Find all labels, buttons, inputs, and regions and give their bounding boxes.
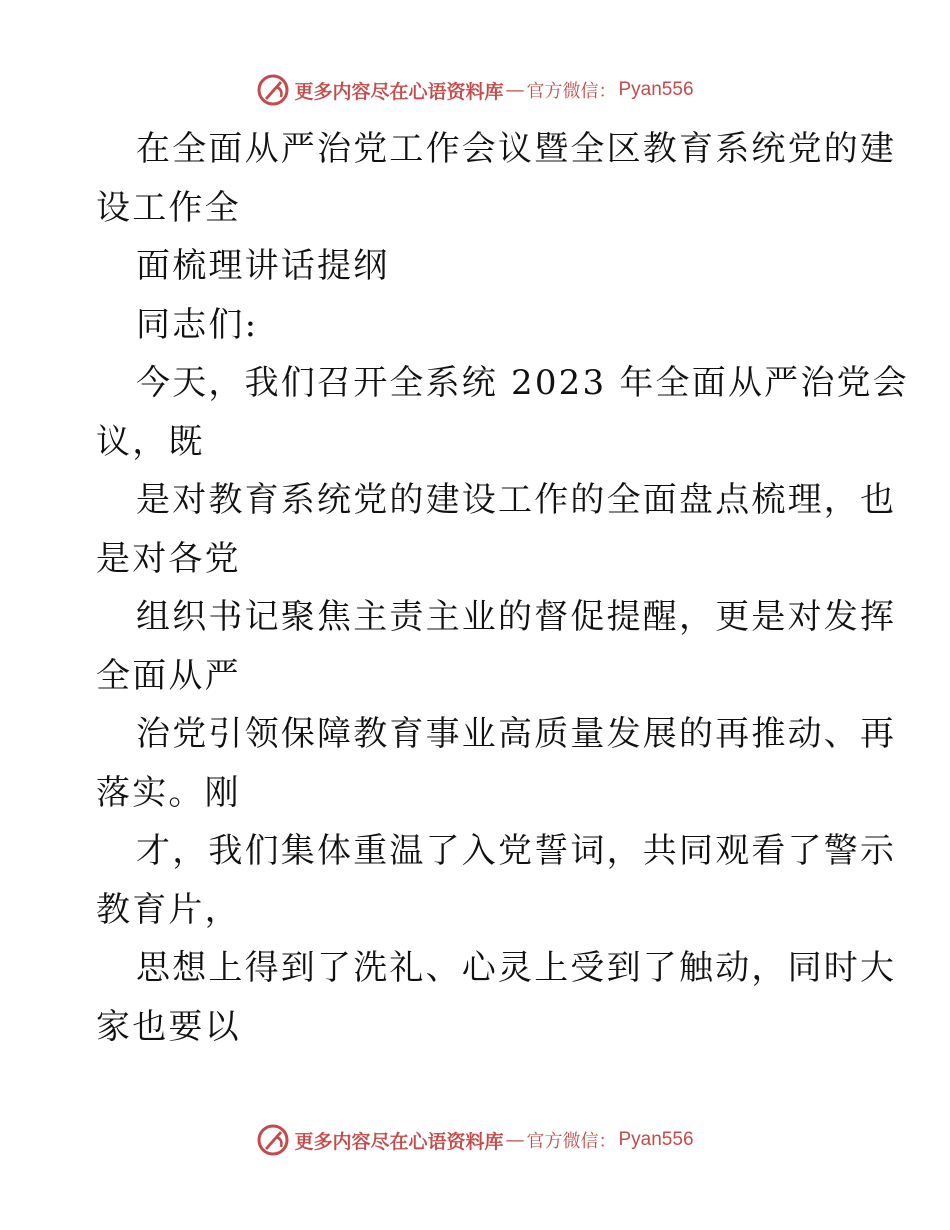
body-line: 才，我们集体重温了入党誓词，共同观看了警示 <box>136 831 897 871</box>
salutation: 同志们: <box>136 304 259 345</box>
body-line: 是对教育系统党的建设工作的全面盘点梳理，也 <box>136 480 897 520</box>
body-line: 教育片， <box>96 889 241 930</box>
body-line: 是对各党 <box>96 538 241 579</box>
quill-circle-icon <box>256 73 290 107</box>
body-line: 议，既 <box>96 421 205 462</box>
header-watermark <box>0 70 950 110</box>
title-line-2: 设工作全 <box>96 187 241 228</box>
title-line-3: 面梳理讲话提纲 <box>136 246 390 286</box>
body-line: 今天，我们召开全系统 2023 年全面从严治党会 <box>136 363 909 403</box>
body-line: 组织书记聚焦主责主业的督促提醒，更是对发挥 <box>136 597 897 637</box>
watermark-dash: — <box>505 1129 525 1151</box>
watermark-wechat-id: Pyan556 <box>618 79 694 100</box>
quill-circle-icon <box>256 1123 290 1157</box>
body-line: 家也要以 <box>96 1006 241 1047</box>
watermark-site-text: 更多内容尽在心语资料库 <box>294 1130 504 1153</box>
footer-watermark <box>0 1120 950 1160</box>
watermark-site-text: 更多内容尽在心语资料库 <box>294 80 504 103</box>
watermark-official-label: 官方微信： <box>526 1131 617 1152</box>
watermark-official-label: 官方微信： <box>526 81 617 102</box>
title-line-1: 在全面从严治党工作会议暨全区教育系统党的建 <box>136 129 897 169</box>
body-line: 全面从严 <box>96 655 241 696</box>
document-body <box>96 120 909 1056</box>
body-line: 治党引领保障教育事业高质量发展的再推动、再 <box>136 714 897 754</box>
body-line: 思想上得到了洗礼、心灵上受到了触动，同时大 <box>136 948 897 988</box>
watermark-wechat-id: Pyan556 <box>618 1129 694 1150</box>
body-line: 落实。刚 <box>96 772 241 813</box>
watermark-dash: — <box>505 79 525 101</box>
